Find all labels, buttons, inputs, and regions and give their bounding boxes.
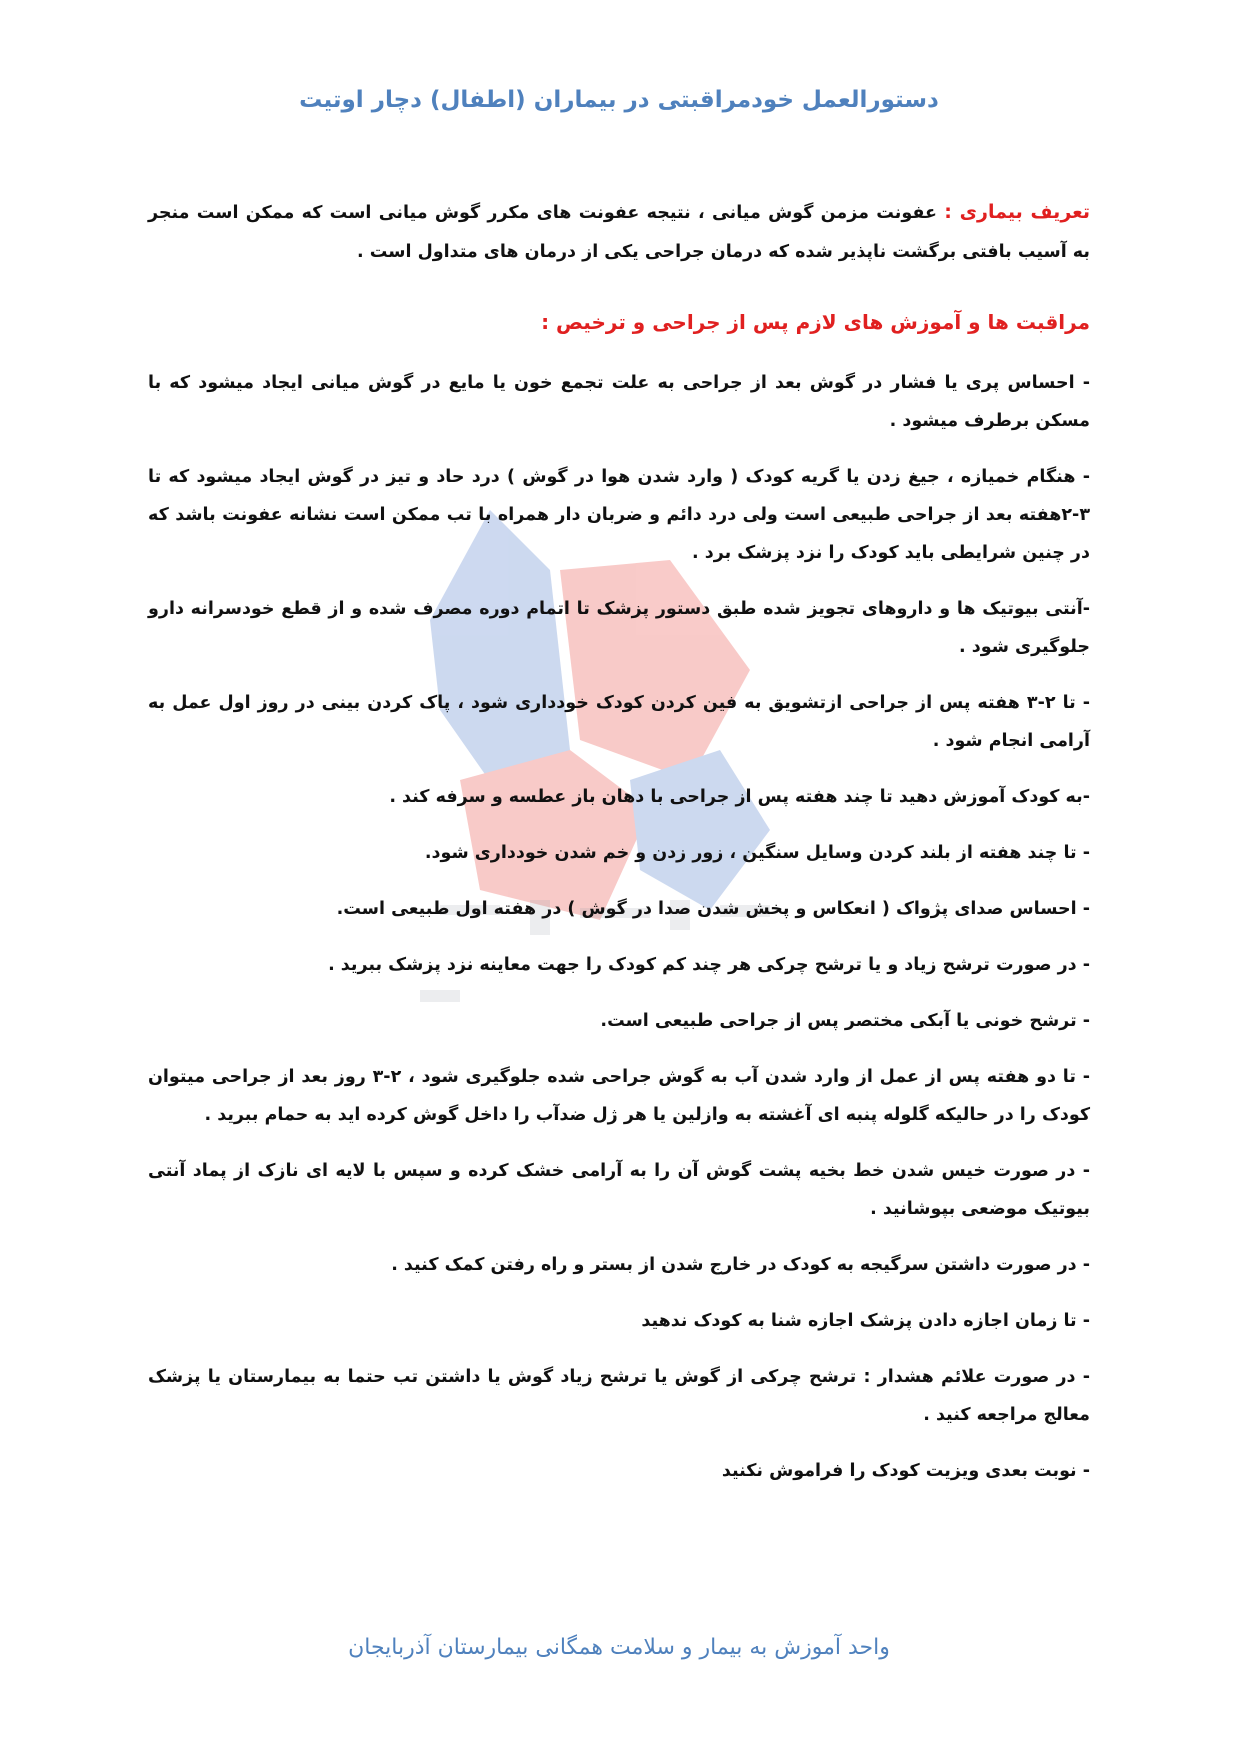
care-instructions-list xyxy=(148,364,1090,1508)
document-title: دستورالعمل خودمراقبتی در بیماران (اطفال) دچار اوتیت xyxy=(299,87,939,113)
care-section-heading: مراقبت ها و آموزش های لازم پس از جراحی و ترخیص : xyxy=(541,310,1090,334)
document-footer: واحد آموزش به بیمار و سلامت همگانی بیمارستان آذربایجان xyxy=(348,1635,890,1660)
list-item: - در صورت ترشح زیاد و یا ترشح چرکی هر چند کم کودک را جهت معاینه نزد پزشک ببرید . xyxy=(328,955,1090,975)
list-item: - احساس پری یا فشار در گوش بعد از جراحی به علت تجمع خون یا مایع در گوش میانی ایجاد میشود که با مسکن برطرف میشود . xyxy=(148,373,1090,431)
list-item: -آنتی بیوتیک ها و داروهای تجویز شده طبق دستور پزشک تا اتمام دوره مصرف شده و از قطع خودسرانه دارو جلوگیری شود . xyxy=(148,599,1090,657)
list-item: - هنگام خمیازه ، جیغ زدن یا گریه کودک ( وارد شدن هوا در گوش ) درد حاد و تیز در گوش ایجاد میشود که تا ۳-۲هفته بعد از جراحی طبیعی است ولی درد دائم و ضربان دار همراه با تب ممکن است نشانه عفونت باشد که در چنین شرایطی باید کودک را نزد پزشک برد . xyxy=(148,467,1090,563)
list-item: - در صورت خیس شدن خط بخیه پشت گوش آن را به آرامی خشک کرده و سپس با لایه ای نازک از پماد آنتی بیوتیک موضعی بپوشانید . xyxy=(148,1161,1090,1219)
list-item: - تا چند هفته از بلند کردن وسایل سنگین ، زور زدن و خم شدن خودداری شود. xyxy=(424,843,1090,863)
disease-definition xyxy=(148,193,1090,272)
list-item: - ترشح خونی یا آبکی مختصر پس از جراحی طبیعی است. xyxy=(600,1011,1090,1031)
list-item: - در صورت علائم هشدار : ترشح چرکی از گوش یا ترشح زیاد گوش یا داشتن تب حتما به بیمارستان یا پزشک معالج مراجعه کنید . xyxy=(148,1367,1090,1425)
list-item: - احساس صدای پژواک ( انعکاس و پخش شدن صدا در گوش ) در هفته اول طبیعی است. xyxy=(336,899,1090,919)
list-item: - نوبت بعدی ویزیت کودک را فراموش نکنید xyxy=(721,1461,1090,1481)
definition-label: تعریف بیماری : xyxy=(944,201,1090,223)
list-item: - تا ۲-۳ هفته پس از جراحی ازتشویق به فین کردن کودک خودداری شود ، پاک کردن بینی در روز اول عمل به آرامی انجام شود . xyxy=(148,693,1090,751)
list-item: - در صورت داشتن سرگیجه به کودک در خارج شدن از بستر و راه رفتن کمک کنید . xyxy=(391,1255,1090,1275)
list-item: - تا دو هفته پس از عمل از وارد شدن آب به گوش جراحی شده جلوگیری شود ، ۲-۳ روز بعد از جراحی میتوان کودک را در حالیکه گلوله پنبه ای آغشته به وازلین یا هر ژل ضدآب را داخل گوش کرده اید به حمام ببرید . xyxy=(148,1067,1090,1125)
list-item: -به کودک آموزش دهید تا چند هفته پس از جراحی با دهان باز عطسه و سرفه کند . xyxy=(389,787,1090,807)
definition-text: عفونت مزمن گوش میانی ، نتیجه عفونت های مکرر گوش میانی است که ممکن است منجر به آسیب بافتی برگشت ناپذیر شده که درمان جراحی یکی از درمان های متداول است . xyxy=(148,203,1090,262)
list-item: - تا زمان اجازه دادن پزشک اجازه شنا به کودک ندهید xyxy=(641,1311,1090,1331)
